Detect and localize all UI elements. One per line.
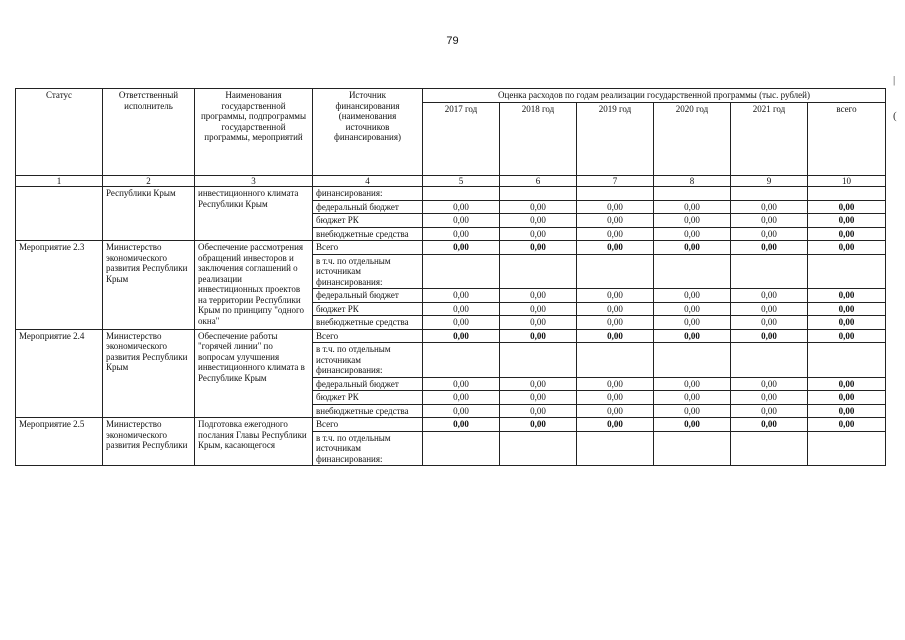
year-value-cell: 0,00 (654, 302, 731, 316)
year-value-cell: 0,00 (654, 418, 731, 432)
column-number: 7 (577, 175, 654, 187)
year-value-cell: 0,00 (500, 329, 577, 343)
year-value-cell: 0,00 (500, 404, 577, 418)
year-value-cell (654, 254, 731, 289)
total-value-cell: 0,00 (808, 214, 886, 228)
year-value-cell (731, 187, 808, 201)
page-number: 79 (446, 35, 459, 47)
margin-mark: ( (893, 110, 897, 122)
total-value-cell (808, 187, 886, 201)
header-source: Источник финансирования (наименования источников финансирования) (313, 89, 423, 176)
year-value-cell (654, 431, 731, 466)
year-value-cell: 0,00 (731, 227, 808, 241)
year-value-cell: 0,00 (423, 391, 500, 405)
year-value-cell (654, 187, 731, 201)
total-value-cell: 0,00 (808, 289, 886, 303)
year-value-cell: 0,00 (423, 302, 500, 316)
executor-cell: Министерство экономического развития Республики Крым (103, 329, 195, 418)
year-value-cell (731, 431, 808, 466)
header-name: Наименования государственной программы, подпрограммы государственной программы, мероприятий (195, 89, 313, 176)
total-value-cell: 0,00 (808, 377, 886, 391)
total-value-cell: 0,00 (808, 329, 886, 343)
column-number: 6 (500, 175, 577, 187)
year-value-cell: 0,00 (577, 200, 654, 214)
year-value-cell: 0,00 (577, 214, 654, 228)
year-value-cell: 0,00 (577, 316, 654, 330)
source-cell: бюджет РК (313, 302, 423, 316)
header-estimate: Оценка расходов по годам реализации государственной программы (тыс. рублей) (423, 89, 886, 103)
source-cell: федеральный бюджет (313, 377, 423, 391)
source-cell: бюджет РК (313, 214, 423, 228)
total-value-cell: 0,00 (808, 391, 886, 405)
year-value-cell: 0,00 (731, 200, 808, 214)
source-cell: федеральный бюджет (313, 289, 423, 303)
name-cell: Обеспечение рассмотрения обращений инвесторов и заключения соглашений о реализации инвестиционных проектов на территории Республики Крым по принципу "одного окна" (195, 241, 313, 330)
year-value-cell (423, 254, 500, 289)
status-cell: Мероприятие 2.5 (16, 418, 103, 466)
year-value-cell: 0,00 (577, 241, 654, 255)
year-value-cell: 0,00 (500, 316, 577, 330)
executor-cell: Республики Крым (103, 187, 195, 241)
source-cell: внебюджетные средства (313, 404, 423, 418)
year-value-cell: 0,00 (654, 227, 731, 241)
column-number: 2 (103, 175, 195, 187)
year-value-cell (423, 343, 500, 378)
year-value-cell: 0,00 (500, 241, 577, 255)
column-number: 3 (195, 175, 313, 187)
year-value-cell: 0,00 (654, 214, 731, 228)
source-cell: внебюджетные средства (313, 227, 423, 241)
year-value-cell: 0,00 (731, 377, 808, 391)
executor-cell: Министерство экономического развития Республики Крым (103, 241, 195, 330)
year-value-cell: 0,00 (577, 391, 654, 405)
year-value-cell (731, 254, 808, 289)
year-value-cell: 0,00 (654, 404, 731, 418)
column-number: 10 (808, 175, 886, 187)
total-value-cell (808, 343, 886, 378)
source-cell: в т.ч. по отдельным источникам финансирования: (313, 343, 423, 378)
year-value-cell: 0,00 (654, 200, 731, 214)
total-value-cell: 0,00 (808, 302, 886, 316)
header-year: 2021 год (731, 102, 808, 175)
year-value-cell: 0,00 (577, 377, 654, 391)
year-value-cell: 0,00 (423, 289, 500, 303)
year-value-cell: 0,00 (654, 316, 731, 330)
year-value-cell (423, 431, 500, 466)
year-value-cell (423, 187, 500, 201)
year-value-cell: 0,00 (423, 418, 500, 432)
year-value-cell: 0,00 (500, 391, 577, 405)
year-value-cell (577, 254, 654, 289)
total-value-cell (808, 431, 886, 466)
name-cell: Обеспечение работы "горячей линии" по вопросам улучшения инвестиционного климата в Республике Крым (195, 329, 313, 418)
table-body (16, 187, 886, 466)
name-cell: Подготовка ежегодного послания Главы Республики Крым, касающегося (195, 418, 313, 466)
status-cell (16, 187, 103, 241)
column-number-row (16, 175, 886, 187)
year-value-cell: 0,00 (500, 418, 577, 432)
table-row (16, 329, 886, 343)
total-value-cell (808, 254, 886, 289)
year-value-cell: 0,00 (500, 200, 577, 214)
header-executor: Ответственный исполнитель (103, 89, 195, 176)
year-value-cell: 0,00 (500, 377, 577, 391)
year-value-cell (577, 343, 654, 378)
year-value-cell (500, 431, 577, 466)
year-value-cell (500, 254, 577, 289)
total-value-cell: 0,00 (808, 316, 886, 330)
source-cell: бюджет РК (313, 391, 423, 405)
year-value-cell (500, 343, 577, 378)
header-status: Статус (16, 89, 103, 176)
year-value-cell: 0,00 (654, 329, 731, 343)
year-value-cell: 0,00 (500, 227, 577, 241)
year-value-cell (654, 343, 731, 378)
name-cell: инвестиционного климата Республики Крым (195, 187, 313, 241)
header-year: 2017 год (423, 102, 500, 175)
source-cell: Всего (313, 418, 423, 432)
year-value-cell: 0,00 (423, 377, 500, 391)
source-cell: Всего (313, 241, 423, 255)
year-value-cell: 0,00 (423, 316, 500, 330)
year-value-cell: 0,00 (731, 289, 808, 303)
year-value-cell (577, 431, 654, 466)
header-year: 2018 год (500, 102, 577, 175)
year-value-cell: 0,00 (577, 404, 654, 418)
total-value-cell: 0,00 (808, 241, 886, 255)
total-value-cell: 0,00 (808, 227, 886, 241)
year-value-cell: 0,00 (577, 227, 654, 241)
column-number: 4 (313, 175, 423, 187)
header-year: 2019 год (577, 102, 654, 175)
year-value-cell: 0,00 (654, 391, 731, 405)
year-value-cell (500, 187, 577, 201)
column-number: 8 (654, 175, 731, 187)
year-value-cell: 0,00 (500, 289, 577, 303)
year-value-cell: 0,00 (500, 214, 577, 228)
year-value-cell: 0,00 (500, 302, 577, 316)
table-row (16, 187, 886, 201)
table-row (16, 418, 886, 432)
source-cell: в т.ч. по отдельным источникам финансирования: (313, 431, 423, 466)
year-value-cell: 0,00 (731, 404, 808, 418)
year-value-cell: 0,00 (577, 302, 654, 316)
budget-table-sheet (15, 88, 885, 466)
year-value-cell: 0,00 (577, 418, 654, 432)
year-value-cell: 0,00 (731, 214, 808, 228)
source-cell: в т.ч. по отдельным источникам финансирования: (313, 254, 423, 289)
year-value-cell: 0,00 (423, 200, 500, 214)
year-value-cell: 0,00 (731, 316, 808, 330)
year-value-cell: 0,00 (654, 289, 731, 303)
total-value-cell: 0,00 (808, 418, 886, 432)
year-value-cell: 0,00 (654, 241, 731, 255)
status-cell: Мероприятие 2.3 (16, 241, 103, 330)
year-value-cell: 0,00 (731, 241, 808, 255)
source-cell: Всего (313, 329, 423, 343)
year-value-cell: 0,00 (423, 241, 500, 255)
year-value-cell: 0,00 (731, 329, 808, 343)
year-value-cell: 0,00 (731, 418, 808, 432)
column-number: 1 (16, 175, 103, 187)
total-value-cell: 0,00 (808, 404, 886, 418)
budget-table (15, 88, 886, 466)
source-cell: внебюджетные средства (313, 316, 423, 330)
year-value-cell: 0,00 (731, 391, 808, 405)
source-cell: федеральный бюджет (313, 200, 423, 214)
column-number: 9 (731, 175, 808, 187)
year-value-cell: 0,00 (577, 289, 654, 303)
year-value-cell: 0,00 (577, 329, 654, 343)
header-year: 2020 год (654, 102, 731, 175)
source-cell: финансирования: (313, 187, 423, 201)
year-value-cell: 0,00 (423, 214, 500, 228)
margin-mark: | (893, 74, 896, 86)
year-value-cell: 0,00 (423, 227, 500, 241)
table-row (16, 241, 886, 255)
year-value-cell: 0,00 (423, 404, 500, 418)
year-value-cell (577, 187, 654, 201)
year-value-cell: 0,00 (731, 302, 808, 316)
year-value-cell: 0,00 (654, 377, 731, 391)
column-number: 5 (423, 175, 500, 187)
table-header (16, 89, 886, 187)
total-value-cell: 0,00 (808, 200, 886, 214)
executor-cell: Министерство экономического развития Республики (103, 418, 195, 466)
year-value-cell: 0,00 (423, 329, 500, 343)
year-value-cell (731, 343, 808, 378)
header-total: всего (808, 102, 886, 175)
status-cell: Мероприятие 2.4 (16, 329, 103, 418)
